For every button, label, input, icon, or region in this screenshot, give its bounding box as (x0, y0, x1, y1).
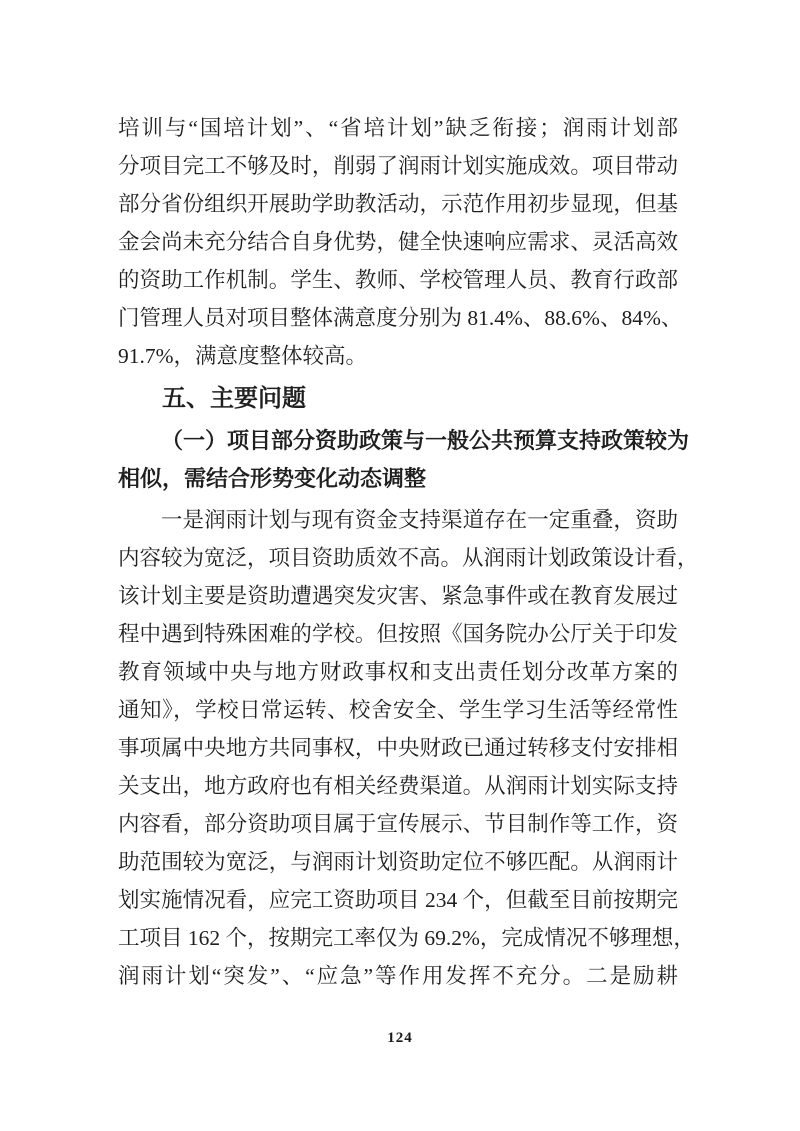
body-line: 分项目完工不够及时，削弱了润雨计划实施成效。项目带动 (118, 154, 678, 178)
page-body (118, 109, 699, 995)
body-line: 内容较为宽泛，项目资助质效不高。从润雨计划政策设计看， (118, 546, 699, 570)
sub-heading (118, 422, 690, 498)
body-line: 一是润雨计划与现有资金支持渠道存在一定重叠，资助 (161, 508, 678, 532)
page-number: 124 (387, 1030, 413, 1046)
sub-heading-line: （一）项目部分资助政策与一般公共预算支持政策较为 (161, 428, 690, 453)
body-line: 事项属中央地方共同事权，中央财政已通过转移支付安排相 (118, 736, 678, 760)
body-line: 工项目 162 个，按期完工率仅为 69.2%，完成情况不够理想， (118, 926, 695, 950)
body-line: 91.7%，满意度整体较高。 (118, 344, 368, 368)
body-line: 划实施情况看，应完工资助项目 234 个，但截至目前按期完 (118, 888, 678, 912)
body-line: 培训与“国培计划”、“省培计划”缺乏衔接；润雨计划部 (118, 116, 678, 140)
section-heading: 五、主要问题 (162, 385, 306, 412)
body-line: 关支出，地方政府也有相关经费渠道。从润雨计划实际支持 (118, 774, 678, 798)
body-line: 部分省份组织开展助学助教活动，示范作用初步显现，但基 (118, 192, 678, 216)
body-line: 通知》，学校日常运转、校舍安全、学生学习生活等经常性 (118, 698, 678, 722)
body-line: 的资助工作机制。学生、教师、学校管理人员、教育行政部 (118, 268, 678, 292)
body-line: 金会尚未充分结合自身优势，健全快速响应需求、灵活高效 (118, 230, 678, 254)
paragraph-continuation (118, 109, 683, 375)
body-line: 门管理人员对项目整体满意度分别为 81.4%、88.6%、84%、 (118, 306, 683, 330)
sub-heading-line: 相似，需结合形势变化动态调整 (118, 466, 427, 491)
body-line: 教育领域中央与地方财政事权和支出责任划分改革方案的 (118, 660, 678, 684)
body-line: 内容看，部分资助项目属于宣传展示、节目制作等工作，资 (118, 812, 678, 836)
paragraph-body (118, 501, 699, 995)
body-line: 助范围较为宽泛，与润雨计划资助定位不够匹配。从润雨计 (118, 850, 678, 874)
body-line: 该计划主要是资助遭遇突发灾害、紧急事件或在教育发展过 (118, 584, 678, 608)
body-line: 程中遇到特殊困难的学校。但按照《国务院办公厅关于印发 (118, 622, 678, 646)
body-line: 润雨计划“突发”、“应急”等作用发挥不充分。二是励耕 (118, 964, 678, 988)
